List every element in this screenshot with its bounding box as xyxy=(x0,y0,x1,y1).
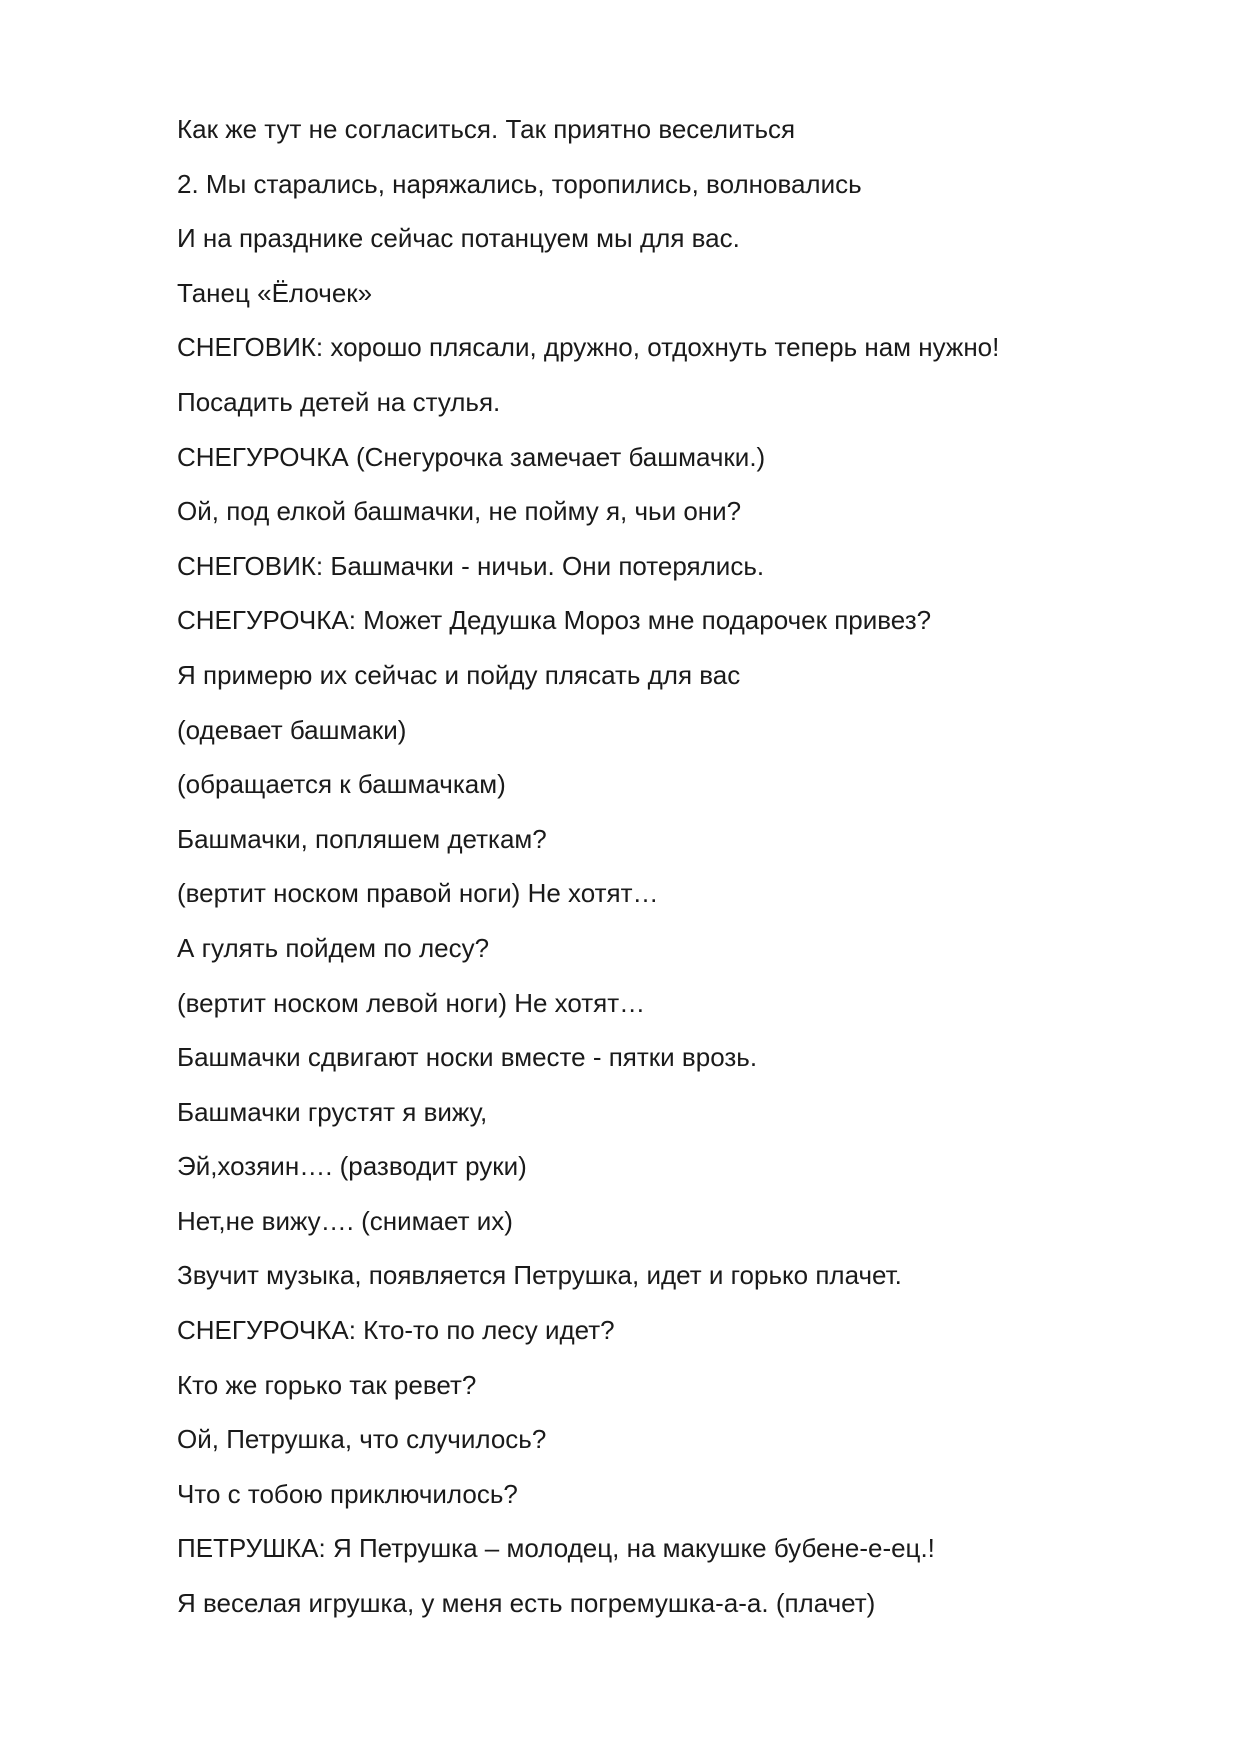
document-text xyxy=(177,113,1177,1642)
text-line: (одевает башмаки) xyxy=(177,714,407,745)
text-line: 2. Мы старались, наряжались, торопились, волновались xyxy=(177,168,862,199)
text-line: (обращается к башмачкам) xyxy=(177,769,506,800)
text-line: Башмачки, попляшем деткам? xyxy=(177,823,547,854)
text-line: СНЕГОВИК: хорошо плясали, дружно, отдохнуть теперь нам нужно! xyxy=(177,332,1000,363)
text-line: Танец «Ёлочек» xyxy=(177,277,373,308)
text-line: СНЕГУРОЧКА: Может Дедушка Мороз мне подарочек привез? xyxy=(177,605,932,636)
text-line: Как же тут не согласиться. Так приятно веселиться xyxy=(177,114,796,144)
text-line: Кто же горько так ревет? xyxy=(177,1369,477,1400)
text-line: СНЕГУРОЧКА (Снегурочка замечает башмачки.) xyxy=(177,441,766,472)
text-line: Нет,не вижу…. (снимает их) xyxy=(177,1205,513,1236)
text-line: СНЕГУРОЧКА: Кто-то по лесу идет? xyxy=(177,1315,615,1346)
text-line: Что с тобою приключилось? xyxy=(177,1478,518,1509)
text-line: А гулять пойдем по лесу? xyxy=(177,932,490,963)
text-line: Башмачки сдвигают носки вместе - пятки врозь. xyxy=(177,1042,758,1073)
text-line: ПЕТРУШКА: Я Петрушка – молодец, на макушке бубене-е-ец.! xyxy=(177,1533,935,1564)
text-line: (вертит носком левой ноги) Не хотят… xyxy=(177,987,646,1018)
text-line: И на празднике сейчас потанцуем мы для вас. xyxy=(177,223,740,254)
text-line: Ой, под елкой башмачки, не пойму я, чьи они? xyxy=(177,496,742,527)
text-line: (вертит носком правой ноги) Не хотят… xyxy=(177,878,659,909)
text-line: Ой, Петрушка, что случилось? xyxy=(177,1424,547,1455)
text-line: Эй,хозяин…. (разводит руки) xyxy=(177,1151,527,1182)
text-line: Посадить детей на стулья. xyxy=(177,386,501,417)
text-line: Башмачки грустят я вижу, xyxy=(177,1096,488,1127)
text-line: СНЕГОВИК: Башмачки - ничьи. Они потерялись. xyxy=(177,550,765,581)
text-line: Звучит музыка, появляется Петрушка, идет и горько плачет. xyxy=(177,1260,902,1291)
text-line: Я веселая игрушка, у меня есть погремушка-а-а. (плачет) xyxy=(177,1588,876,1619)
text-line: Я примерю их сейчас и пойду плясать для вас xyxy=(177,659,741,690)
